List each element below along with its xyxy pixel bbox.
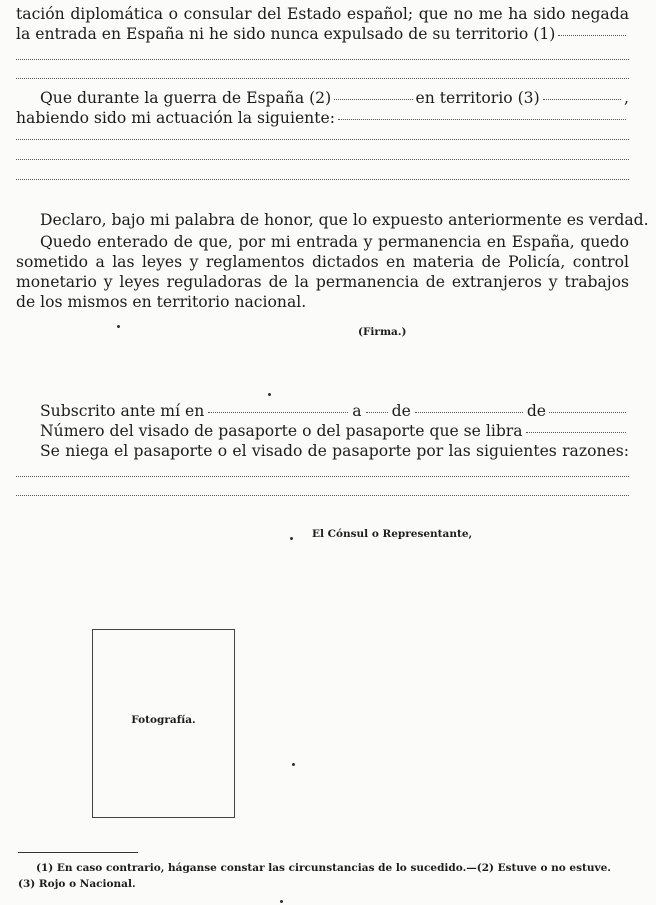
declaration-line2: Quedo enterado de que, por mi entrada y permanencia en España, quedo: [40, 233, 629, 251]
year-label: de: [526, 402, 547, 420]
text-line: [16, 253, 629, 271]
denied-label: Se niega el pasaporte o el visado de pasaporte por las siguientes razones:: [40, 442, 629, 460]
text-line: [16, 442, 629, 460]
para1-line2: la entrada en España ni he sido nunca expulsado de su territorio (1): [16, 25, 556, 43]
day-label: a: [352, 402, 362, 420]
subscribed-line: [16, 402, 629, 420]
para2-line1-c: ,: [624, 89, 630, 107]
para2-line1-b: en territorio (3): [415, 89, 540, 107]
text-line: [16, 273, 629, 291]
print-speck: [117, 325, 120, 328]
text-line: [16, 233, 629, 251]
visa-number-label: Número del visado de pasaporte o del pasaporte que se libra: [40, 422, 523, 440]
para1-line1: tación diplomática o consular del Estado español; que no me ha sido negada: [16, 5, 629, 23]
signature-area[interactable]: [395, 318, 515, 348]
declaration-line1: Declaro, bajo mi palabra de honor, que lo expuesto anteriormente es verdad.: [40, 211, 649, 229]
text-line: [16, 293, 629, 311]
footnote-divider: [18, 852, 138, 853]
subscribed-label: Subscrito ante mí en: [40, 402, 205, 420]
print-speck: [280, 900, 283, 903]
month-blank[interactable]: [415, 411, 523, 413]
territory-expulsion-line: [16, 25, 629, 43]
war-presence-blank[interactable]: [334, 98, 412, 100]
consul-label: El Cónsul o Representante,: [312, 528, 473, 540]
day-blank[interactable]: [366, 411, 388, 413]
territory-blank[interactable]: [543, 98, 621, 100]
fill-in-line[interactable]: [16, 139, 629, 140]
photo-box[interactable]: [92, 629, 235, 818]
footnote-line1: (1) En caso contrario, háganse constar las circunstancias de lo sucedido.—(2) Estuve o no estuve.: [36, 862, 611, 874]
visa-number-blank[interactable]: [526, 431, 626, 433]
fill-in-line[interactable]: [16, 78, 629, 79]
fill-in-line[interactable]: [16, 59, 629, 60]
footnote-line2: (3) Rojo o Nacional.: [18, 878, 136, 890]
war-line: [16, 89, 629, 107]
print-speck: [268, 393, 271, 396]
para2-line1-a: Que durante la guerra de España (2): [40, 89, 332, 107]
print-speck: [290, 537, 293, 540]
para2-line2: habiendo sido mi actuación la siguiente:: [16, 109, 335, 127]
fill-in-line[interactable]: [16, 179, 629, 180]
fill-in-blank[interactable]: [558, 34, 626, 36]
photo-label: Fotografía.: [131, 714, 196, 726]
month-label: de: [391, 402, 411, 420]
year-blank[interactable]: [549, 411, 626, 413]
declaration-line3: sometido a las leyes y reglamentos dictados en materia de Policía, control: [16, 253, 629, 271]
fill-in-line[interactable]: [16, 495, 629, 496]
fill-in-line[interactable]: [16, 476, 629, 477]
print-speck: [292, 763, 295, 766]
text-line: [16, 211, 649, 229]
text-line: [16, 5, 629, 23]
actuation-blank[interactable]: [338, 118, 626, 120]
declaration-line5: de los mismos en territorio nacional.: [16, 293, 307, 311]
place-blank[interactable]: [208, 411, 348, 413]
signature-label: (Firma.): [358, 326, 407, 338]
visa-number-line: [16, 422, 629, 440]
actuation-line: [16, 109, 629, 127]
declaration-line4: monetario y leyes reguladoras de la permanencia de extranjeros y trabajos: [16, 273, 629, 291]
fill-in-line[interactable]: [16, 159, 629, 160]
